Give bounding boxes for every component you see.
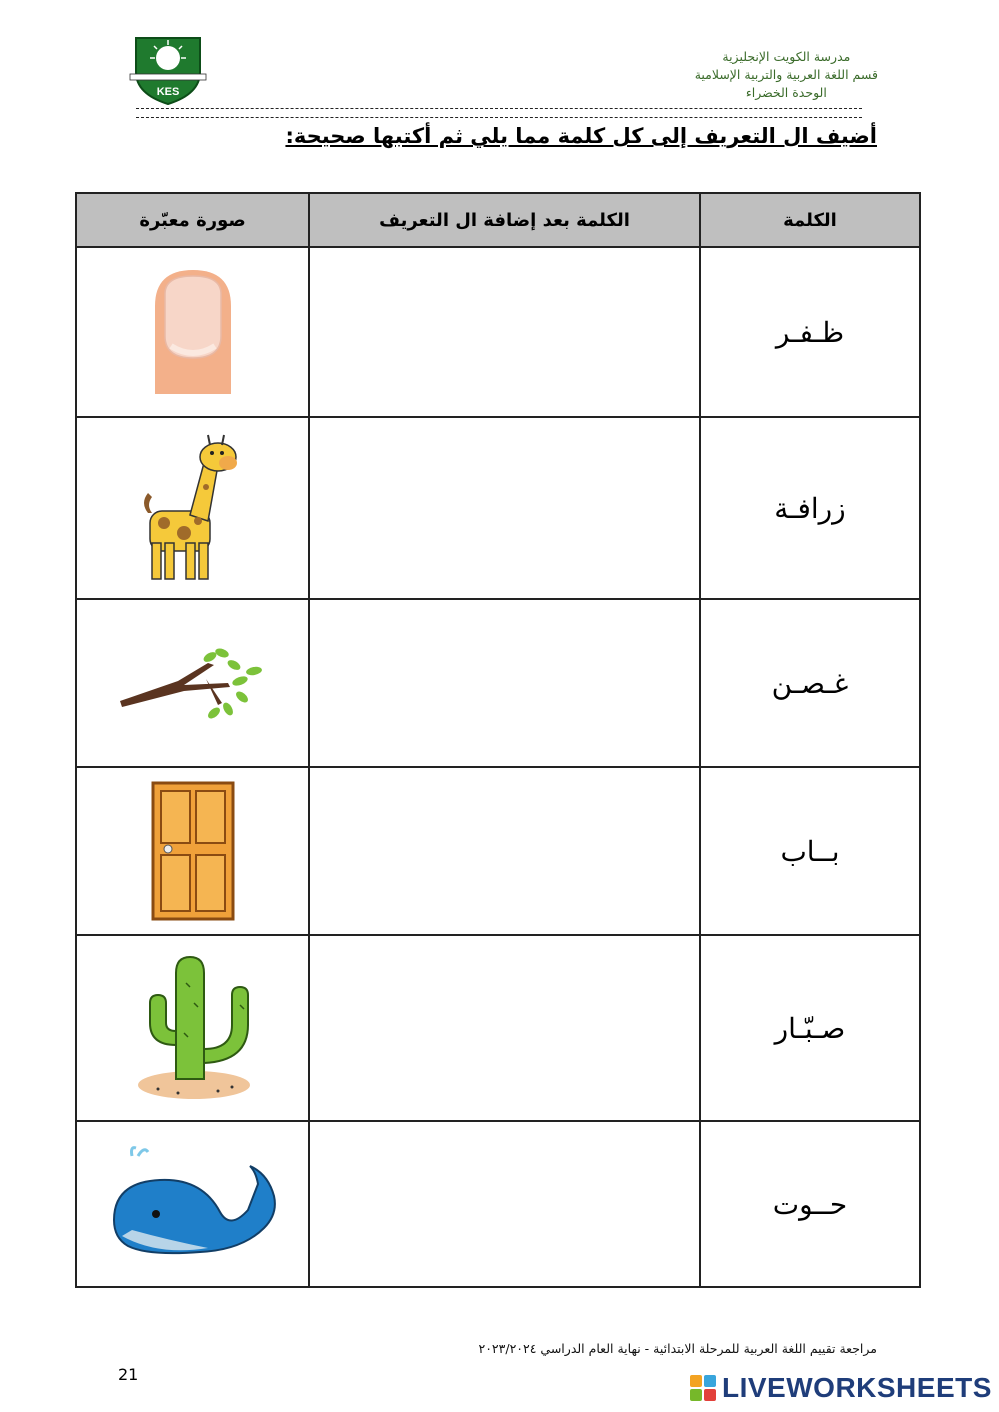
image-cell (76, 599, 309, 767)
footer-text: مراجعة تقييم اللغة العربية للمرحلة الابتدائية - نهاية العام الدراسي ٢٠٢٣/٢٠٢٤ (478, 1341, 877, 1356)
header-divider (136, 108, 862, 118)
image-cell (76, 767, 309, 935)
header-word: الكلمة (700, 193, 920, 247)
image-cell (76, 1121, 309, 1287)
table-row (76, 767, 920, 935)
table-row (76, 599, 920, 767)
answer-field[interactable] (309, 417, 700, 599)
logo-text: KES (156, 86, 180, 98)
giraffe-icon (138, 433, 248, 583)
image-cell (76, 935, 309, 1121)
whale-icon (108, 1144, 278, 1264)
header-answer: الكلمة بعد إضافة ال التعريف (309, 193, 700, 247)
table-row (76, 935, 920, 1121)
liveworksheets-brand (690, 1372, 992, 1404)
answer-field[interactable] (309, 247, 700, 417)
header-image: صورة معبّرة (76, 193, 309, 247)
instruction-heading: أضيف ال التعريف إلى كل كلمة مما يلي ثم أكتبها صحيحة: (285, 124, 877, 148)
school-logo (128, 32, 208, 106)
table-row (76, 417, 920, 599)
table-row (76, 1121, 920, 1287)
table-header-row (76, 193, 920, 247)
word-cell: صـبّـار (700, 935, 920, 1121)
word-cell: حــوت (700, 1121, 920, 1287)
fingernail-icon (151, 266, 235, 398)
word-cell: زرافـة (700, 417, 920, 599)
school-header (695, 48, 878, 102)
answer-field[interactable] (309, 767, 700, 935)
answer-field[interactable] (309, 935, 700, 1121)
worksheet-table (75, 192, 921, 1288)
branch-icon (118, 643, 268, 723)
answer-field[interactable] (309, 1121, 700, 1287)
word-cell: ظـفـر (700, 247, 920, 417)
table-row (76, 247, 920, 417)
school-name: مدرسة الكويت الإنجليزية (722, 49, 851, 64)
word-cell: بــاب (700, 767, 920, 935)
image-cell (76, 417, 309, 599)
liveworksheets-text: LIVEWORKSHEETS (722, 1372, 992, 1403)
cactus-icon (128, 953, 258, 1103)
word-cell: غـصـن (700, 599, 920, 767)
answer-field[interactable] (309, 599, 700, 767)
door-icon (151, 781, 235, 921)
department-name: قسم اللغة العربية والتربية الإسلامية (694, 67, 878, 82)
image-cell (76, 247, 309, 417)
unit-name: الوحدة الخضراء (745, 85, 827, 100)
liveworksheets-logo-icon (690, 1375, 718, 1401)
page-number: 21 (118, 1365, 139, 1384)
